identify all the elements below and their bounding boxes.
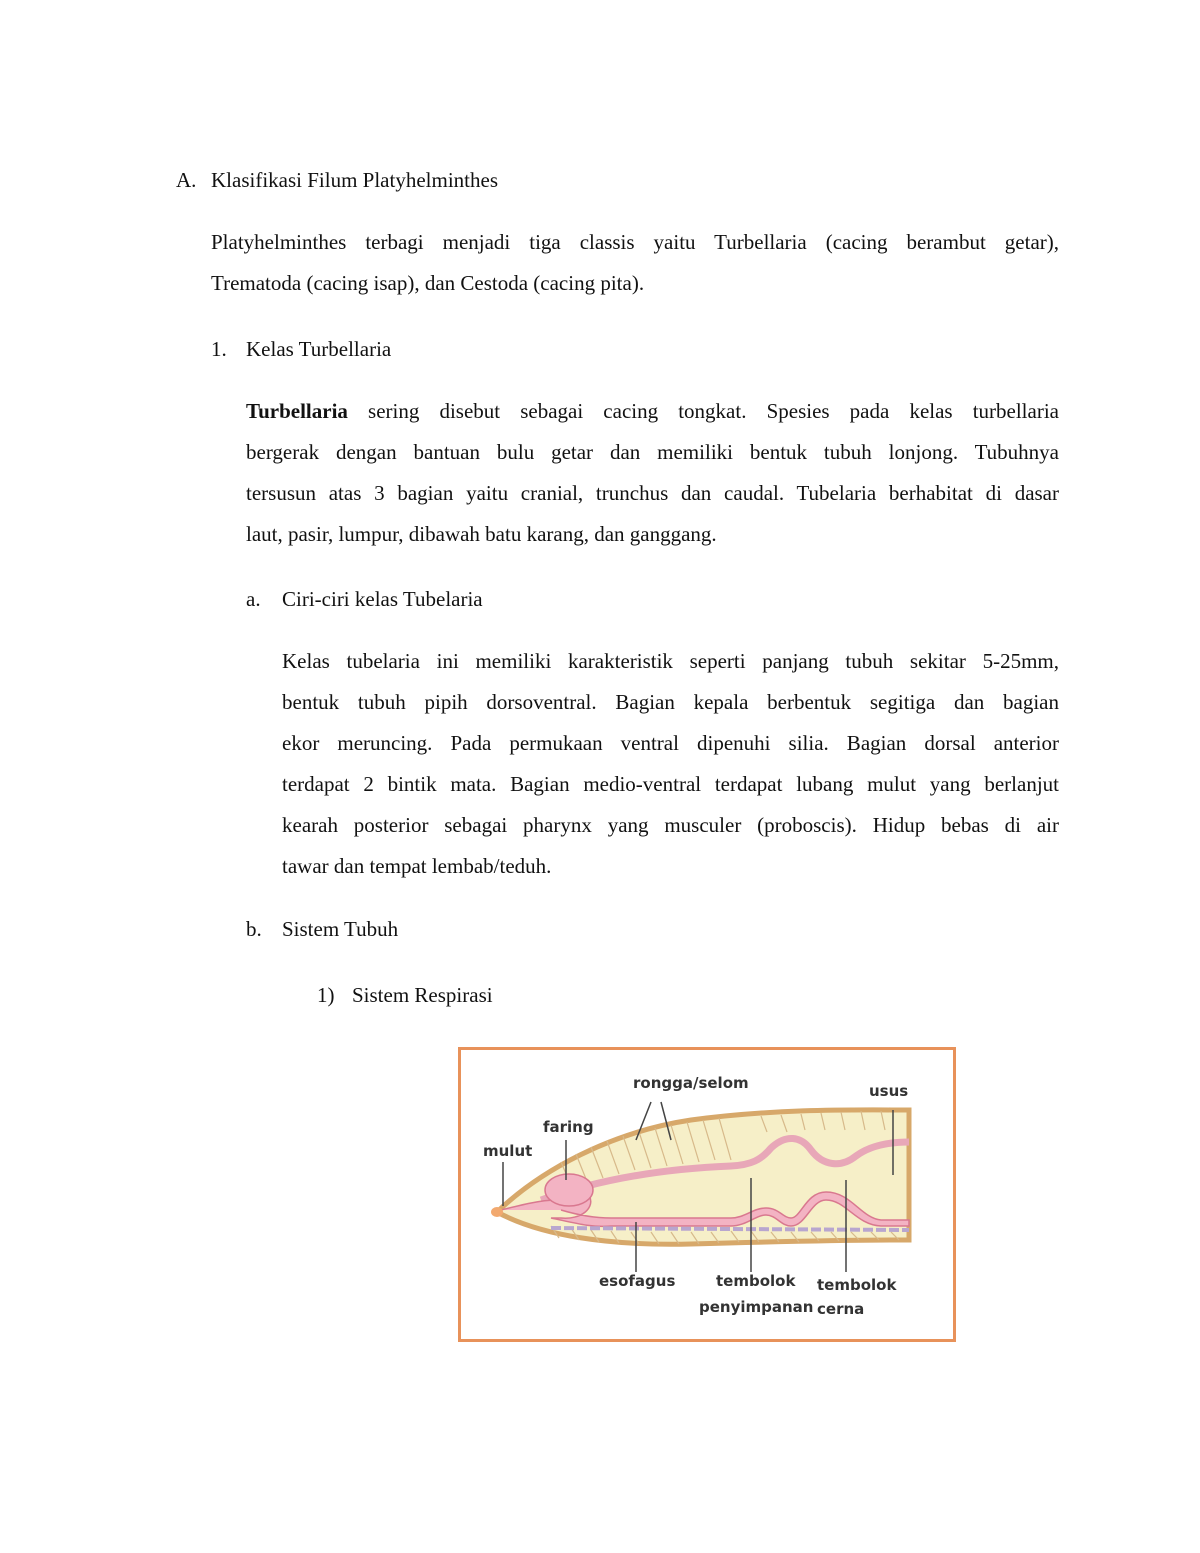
sub-a-description [282,641,1059,887]
label-usus: usus [869,1082,909,1100]
description-line: tersusun atas 3 bagian yaitu cranial, trunchus dan caudal. Tubelaria berhabitat di dasar [246,481,1059,505]
section-a-marker: A. [176,168,197,192]
sub-b-heading: Sistem Tubuh [282,917,399,941]
description-line: laut, pasir, lumpur, dibawah batu karang, dan ganggang. [246,522,717,546]
label-tembolok-penyimpanan: tembolok [716,1272,796,1290]
intro-line: Platyhelminthes terbagi menjadi tiga classis yaitu Turbellaria (cacing berambut getar), [211,230,1059,254]
sub-b-marker: b. [246,917,262,941]
sub-a-heading: Ciri-ciri kelas Tubelaria [282,587,483,611]
description-line: tawar dan tempat lembab/teduh. [282,854,552,878]
label-rongga-selom: rongga/selom [633,1074,749,1092]
class-1-heading: Kelas Turbellaria [246,337,392,361]
description-line: terdapat 2 bintik mata. Bagian medio-ventral terdapat lubang mulut yang berlanjut [282,772,1059,796]
sub-b1-marker: 1) [317,983,335,1007]
class-1-description [246,391,1059,555]
description-line: bentuk tubuh pipih dorsoventral. Bagian kepala berbentuk segitiga dan bagian [282,690,1059,714]
section-a-intro [211,222,1059,304]
description-line: bergerak dengan bantuan bulu getar dan memiliki bentuk tubuh lonjong. Tubuhnya [246,440,1059,464]
description-line [246,391,1059,432]
label-cerna: cerna [817,1300,865,1318]
pharynx [545,1174,593,1206]
class-1-marker: 1. [211,337,227,361]
label-penyimpanan: penyimpanan [699,1298,814,1316]
sub-b1-heading: Sistem Respirasi [352,983,493,1007]
label-faring: faring [543,1118,594,1136]
label-tembolok-cerna: tembolok [817,1276,897,1294]
description-line: ekor meruncing. Pada permukaan ventral dipenuhi silia. Bagian dorsal anterior [282,731,1059,755]
bold-term: Turbellaria [246,399,348,423]
worm-anatomy-diagram [461,1050,953,1339]
label-mulut: mulut [483,1142,533,1160]
worm-anatomy-figure [458,1047,956,1342]
mouth [491,1207,503,1217]
description-line: Kelas tubelaria ini memiliki karakteristik seperti panjang tubuh sekitar 5-25mm, [282,649,1059,673]
section-a-heading: Klasifikasi Filum Platyhelminthes [211,168,498,192]
first-line-rest: sering disebut sebagai cacing tongkat. Spesies pada kelas turbellaria [347,399,1059,423]
sub-a-marker: a. [246,587,261,611]
intro-line: Trematoda (cacing isap), dan Cestoda (cacing pita). [211,271,645,295]
label-esofagus: esofagus [599,1272,676,1290]
description-line: kearah posterior sebagai pharynx yang musculer (proboscis). Hidup bebas di air [282,813,1059,837]
